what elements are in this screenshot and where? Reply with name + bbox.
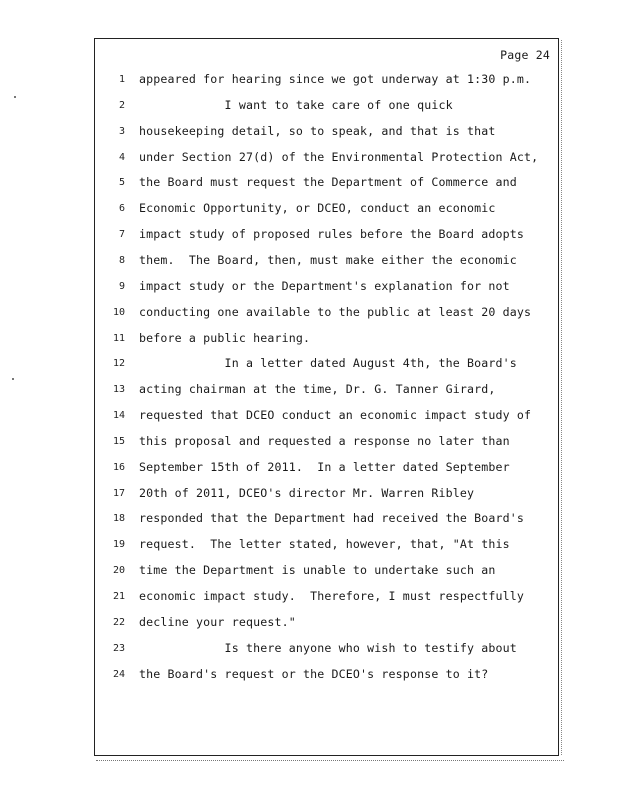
scan-edge-right bbox=[561, 40, 566, 755]
line-text: acting chairman at the time, Dr. G. Tanner Girard, bbox=[139, 382, 496, 397]
line-number: 6 bbox=[118, 203, 125, 215]
line-number: 17 bbox=[112, 487, 125, 499]
transcript-line bbox=[95, 356, 560, 374]
transcript-line bbox=[95, 98, 560, 116]
line-text: conducting one available to the public at least 20 days bbox=[139, 304, 532, 319]
line-number: 21 bbox=[112, 591, 125, 602]
line-number: 16 bbox=[112, 461, 125, 473]
line-number: 11 bbox=[112, 332, 125, 344]
line-number: 23 bbox=[112, 642, 125, 654]
line-text: Is there anyone who wish to testify about bbox=[139, 640, 517, 655]
transcript-line bbox=[95, 434, 560, 452]
line-number: 3 bbox=[118, 125, 125, 137]
line-number: 18 bbox=[112, 513, 125, 525]
transcript-line bbox=[95, 72, 560, 90]
line-text: I want to take care of one quick bbox=[139, 97, 453, 112]
transcript-line bbox=[95, 382, 560, 400]
line-text: economic impact study. Therefore, I must respectfully bbox=[139, 589, 525, 603]
line-number: 1 bbox=[118, 74, 125, 85]
line-text: them. The Board, then, must make either the economic bbox=[139, 252, 517, 267]
scan-speck bbox=[12, 378, 14, 380]
line-number: 8 bbox=[118, 254, 125, 266]
line-number: 4 bbox=[118, 151, 125, 163]
line-number: 5 bbox=[118, 177, 125, 189]
line-text: requested that DCEO conduct an economic impact study of bbox=[139, 408, 532, 423]
transcript-line bbox=[95, 124, 560, 142]
line-text: the Board must request the Department of Commerce and bbox=[139, 175, 517, 190]
transcript-line bbox=[95, 486, 560, 504]
line-number: 13 bbox=[112, 384, 125, 396]
line-text: under Section 27(d) of the Environmental Protection Act, bbox=[139, 149, 539, 164]
line-text: housekeeping detail, so to speak, and that is that bbox=[139, 123, 496, 138]
line-text: impact study or the Department's explanation for not bbox=[139, 278, 510, 293]
line-text: before a public hearing. bbox=[139, 330, 311, 345]
line-number: 20 bbox=[112, 565, 125, 577]
transcript-line bbox=[95, 279, 560, 297]
line-number: 14 bbox=[112, 410, 125, 422]
line-number: 7 bbox=[118, 229, 125, 241]
line-number: 22 bbox=[112, 616, 125, 628]
line-text: impact study of proposed rules before the Board adopts bbox=[139, 227, 525, 242]
scan-speck bbox=[14, 96, 16, 98]
line-text: appeared for hearing since we got underway at 1:30 p.m. bbox=[139, 72, 532, 86]
line-text: the Board's request or the DCEO's response to it? bbox=[139, 666, 489, 681]
transcript-line bbox=[95, 227, 560, 245]
transcript-line bbox=[95, 150, 560, 168]
line-text: Economic Opportunity, or DCEO, conduct an economic bbox=[139, 201, 496, 216]
line-number: 9 bbox=[118, 280, 125, 292]
transcript-line bbox=[95, 253, 560, 271]
line-number: 15 bbox=[112, 435, 125, 447]
transcript-line bbox=[95, 589, 560, 607]
transcript-line bbox=[95, 537, 560, 555]
page-number: Page 24 bbox=[500, 48, 550, 62]
transcript-line bbox=[95, 175, 560, 193]
line-number: 10 bbox=[112, 306, 125, 318]
line-number: 24 bbox=[112, 668, 125, 680]
line-text: responded that the Department had received the Board's bbox=[139, 511, 525, 526]
transcript-line bbox=[95, 563, 560, 581]
line-text: this proposal and requested a response no later than bbox=[139, 433, 510, 448]
line-text: 20th of 2011, DCEO's director Mr. Warren Ribley bbox=[139, 485, 475, 500]
line-number: 19 bbox=[112, 539, 125, 551]
transcript-line bbox=[95, 641, 560, 659]
transcript-line bbox=[95, 615, 560, 633]
transcript-line bbox=[95, 331, 560, 349]
scan-edge-bottom bbox=[96, 760, 564, 763]
line-number: 2 bbox=[118, 99, 125, 111]
line-text: time the Department is unable to undertake such an bbox=[139, 563, 496, 578]
line-number: 12 bbox=[112, 358, 125, 370]
line-text: September 15th of 2011. In a letter dated September bbox=[139, 459, 510, 474]
transcript-line bbox=[95, 201, 560, 219]
transcript-page bbox=[94, 38, 559, 756]
transcript-line bbox=[95, 305, 560, 323]
transcript-line bbox=[95, 460, 560, 478]
line-text: In a letter dated August 4th, the Board's bbox=[139, 356, 517, 371]
transcript-line bbox=[95, 511, 560, 529]
line-text: request. The letter stated, however, that, "At this bbox=[139, 537, 510, 552]
transcript-line bbox=[95, 408, 560, 426]
line-text: decline your request." bbox=[139, 614, 296, 629]
transcript-line bbox=[95, 667, 560, 685]
